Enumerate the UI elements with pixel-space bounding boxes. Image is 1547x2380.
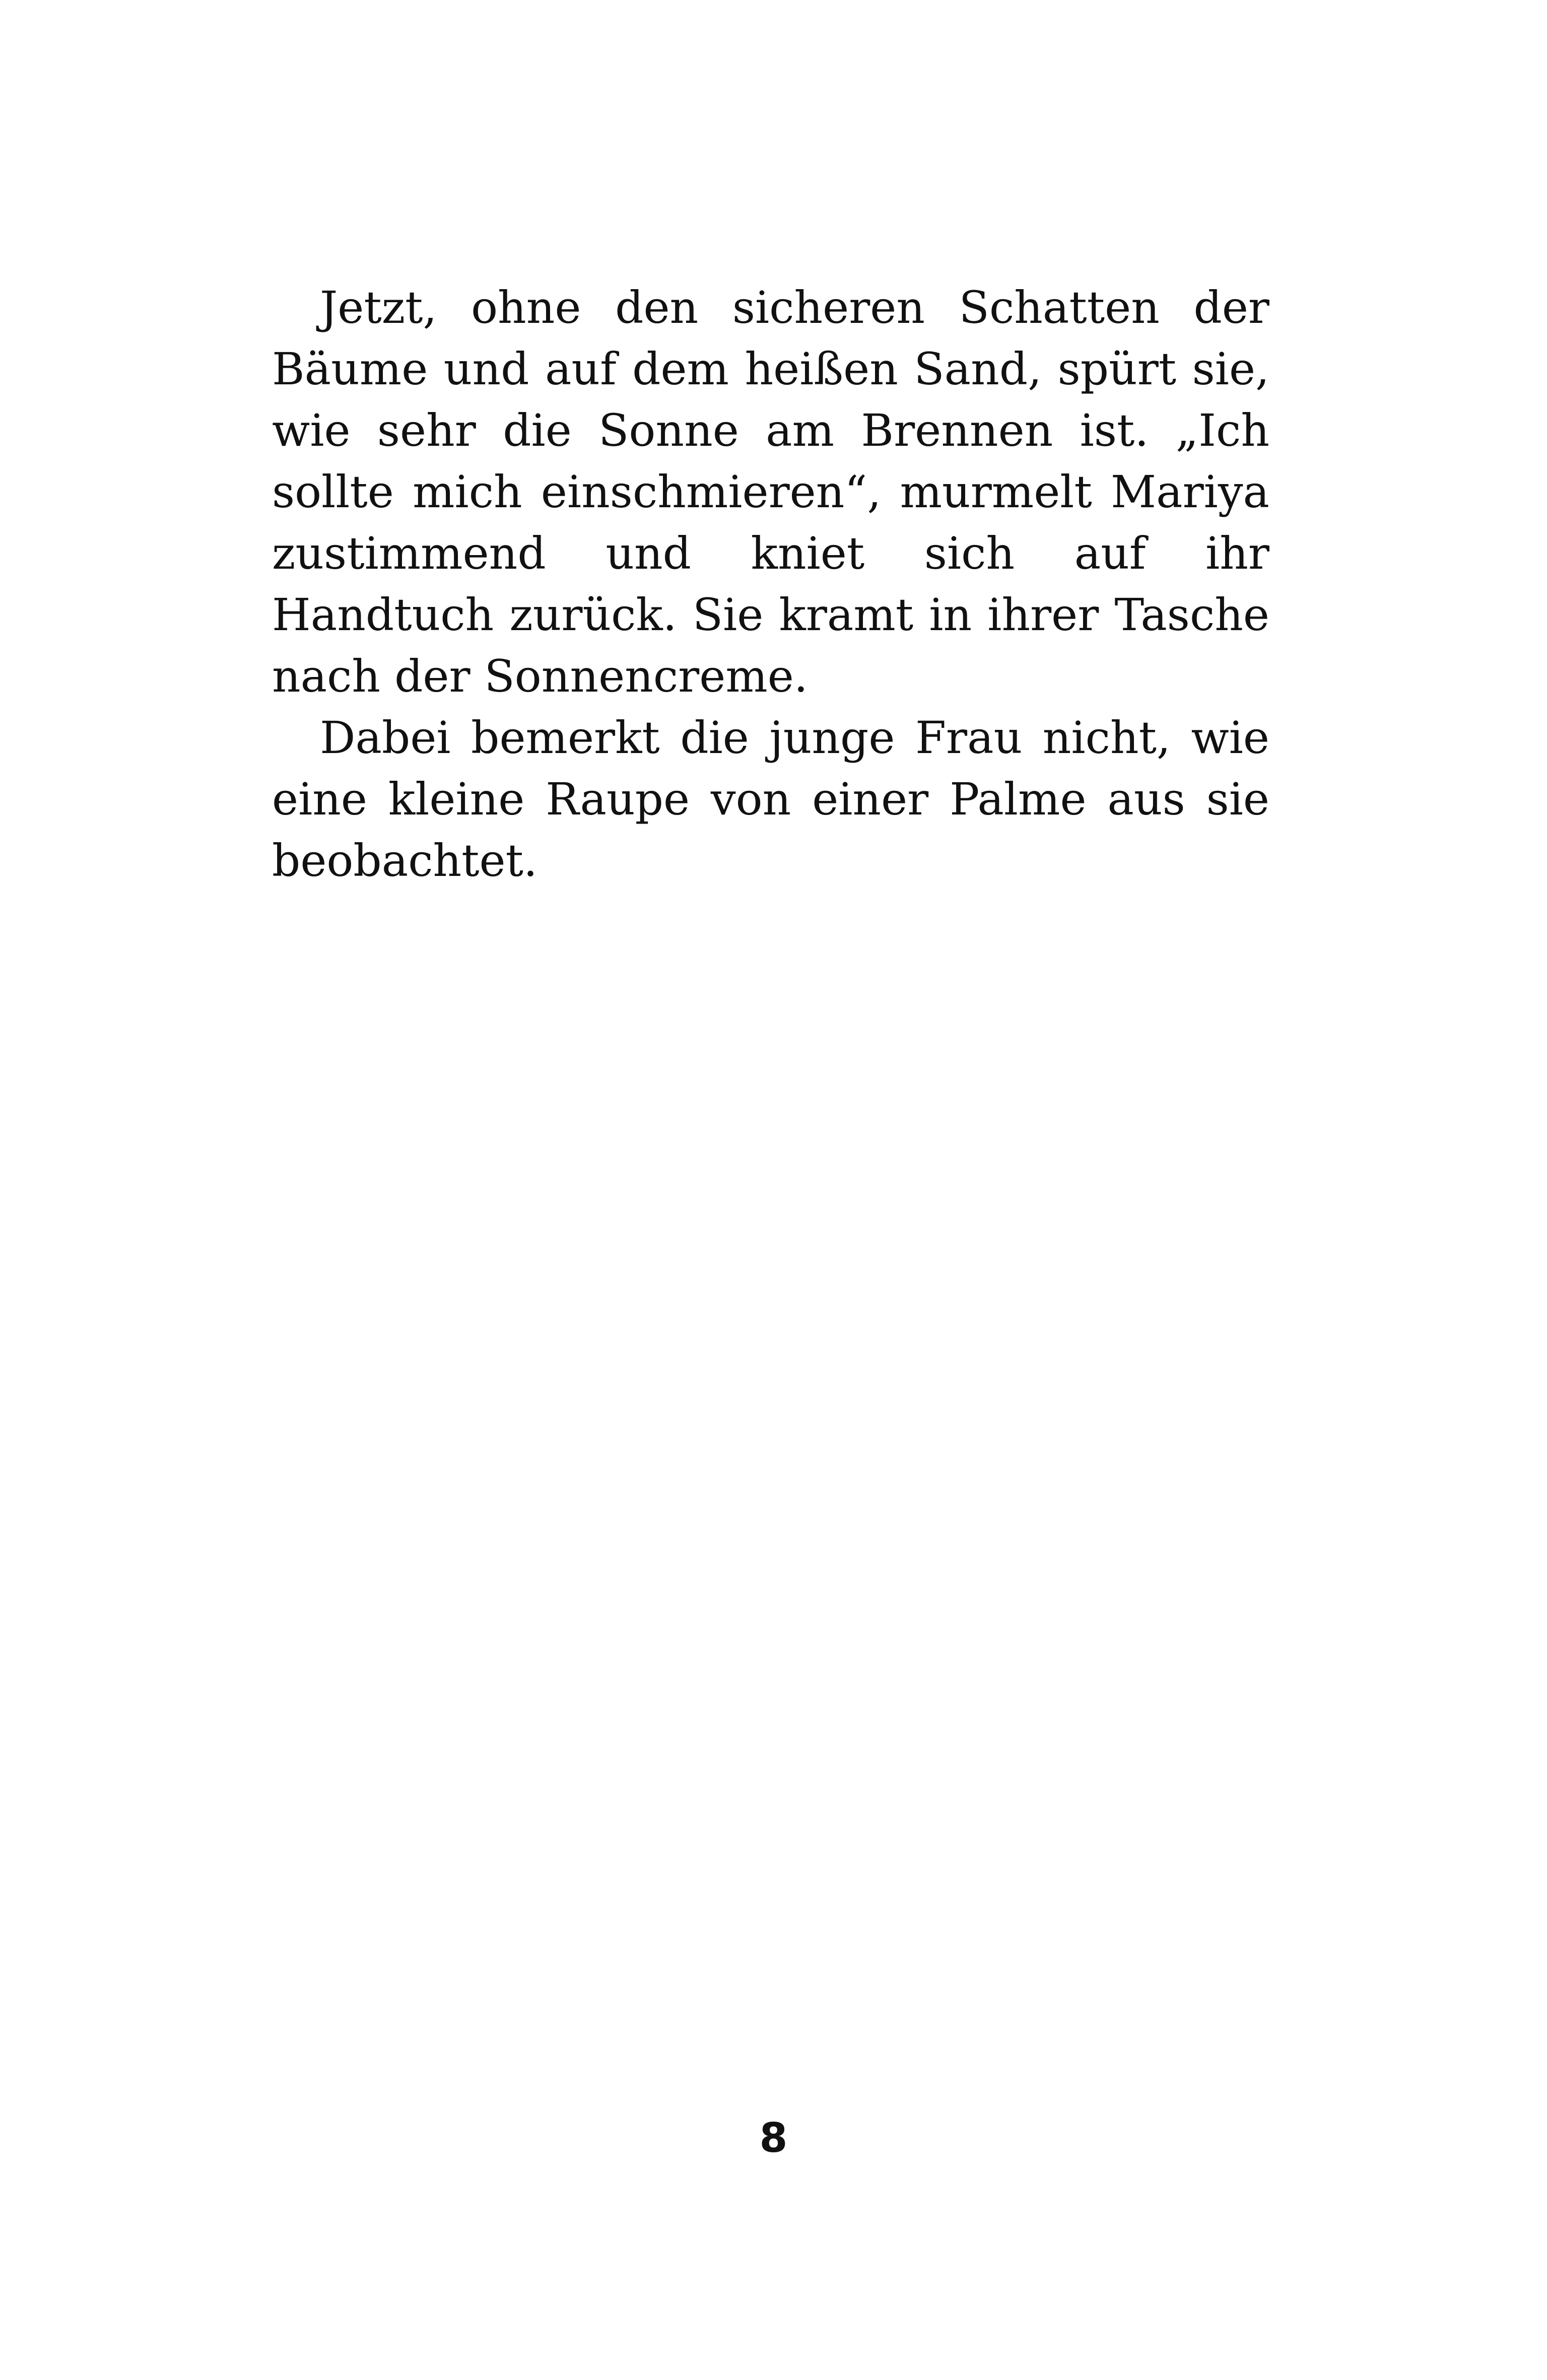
paragraph-2: Dabei bemerkt die junge Frau nicht, wie eine kleine Raupe von einer Palme aus sie beobachtet.: [272, 712, 1269, 887]
page-number: 8: [759, 2115, 788, 2161]
body-text: [272, 277, 1269, 892]
paragraph-1: Jetzt, ohne den sicheren Schatten der Bäume und auf dem heißen Sand, spürt sie, wie sehr die Sonne am Brennen ist. „Ich sollte mich einschmieren“, murmelt Mariya zustimmend und kniet sich auf ihr Handtuch zurück. Sie kramt in ihrer Tasche nach der Sonnencreme.: [272, 282, 1269, 702]
